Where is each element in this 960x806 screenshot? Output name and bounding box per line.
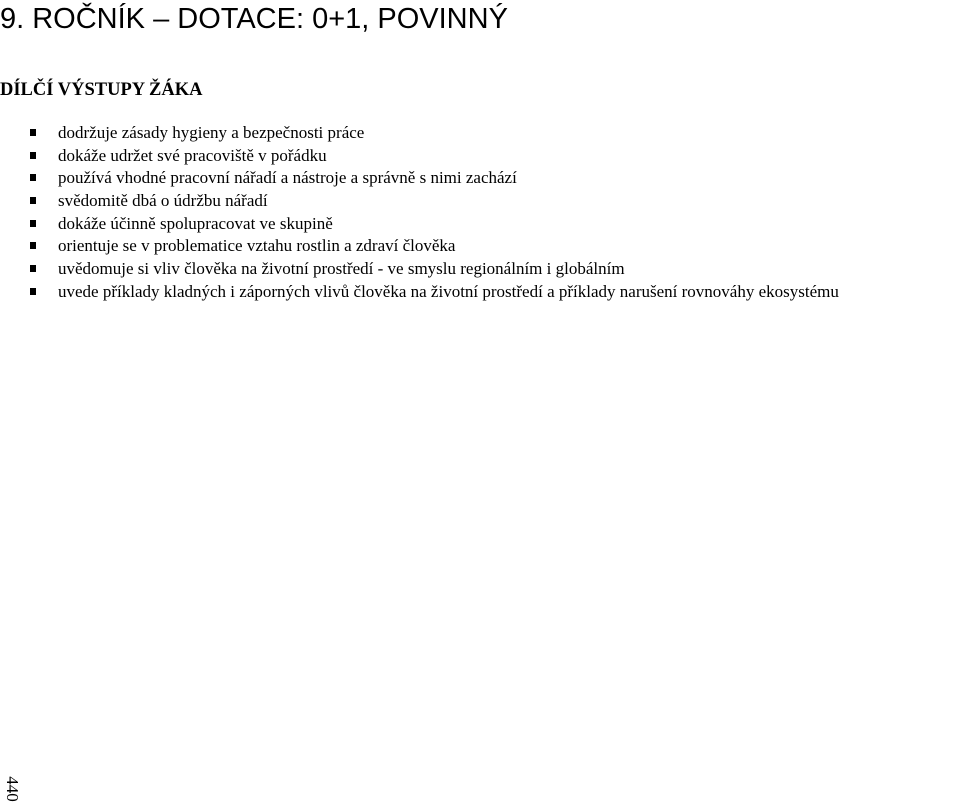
square-bullet-icon xyxy=(30,242,36,249)
list-item-text: používá vhodné pracovní nářadí a nástroje a správně s nimi zachází xyxy=(58,168,517,188)
square-bullet-icon xyxy=(30,174,36,181)
square-bullet-icon xyxy=(30,220,36,227)
list-item-text: dokáže udržet své pracoviště v pořádku xyxy=(58,145,327,165)
square-bullet-icon xyxy=(30,152,36,159)
square-bullet-icon xyxy=(30,197,36,204)
list-item-text: svědomitě dbá o údržbu nářadí xyxy=(58,191,268,211)
list-item-text: uvědomuje si vliv člověka na životní prostředí - ve smyslu regionálním i globálním xyxy=(58,259,625,279)
list-item-text: orientuje se v problematice vztahu rostlin a zdraví člověka xyxy=(58,236,456,256)
list-item-text: dodržuje zásady hygieny a bezpečnosti práce xyxy=(58,123,365,142)
square-bullet-icon xyxy=(30,288,36,295)
grade-heading: 9. ROČNÍK – DOTACE: 0+1, POVINNÝ xyxy=(0,3,508,35)
square-bullet-icon xyxy=(30,129,36,136)
learning-outcomes-heading: DÍLČÍ VÝSTUPY ŽÁKA xyxy=(0,80,203,100)
square-bullet-icon xyxy=(30,265,36,272)
list-item-text: uvede příklady kladných i záporných vlivů člověka na životní prostředí a příklady narušení rovnováhy ekosystému xyxy=(58,281,839,301)
list-item-text: dokáže účinně spolupracovat ve skupině xyxy=(58,213,333,233)
page-number: 440 xyxy=(3,776,22,802)
